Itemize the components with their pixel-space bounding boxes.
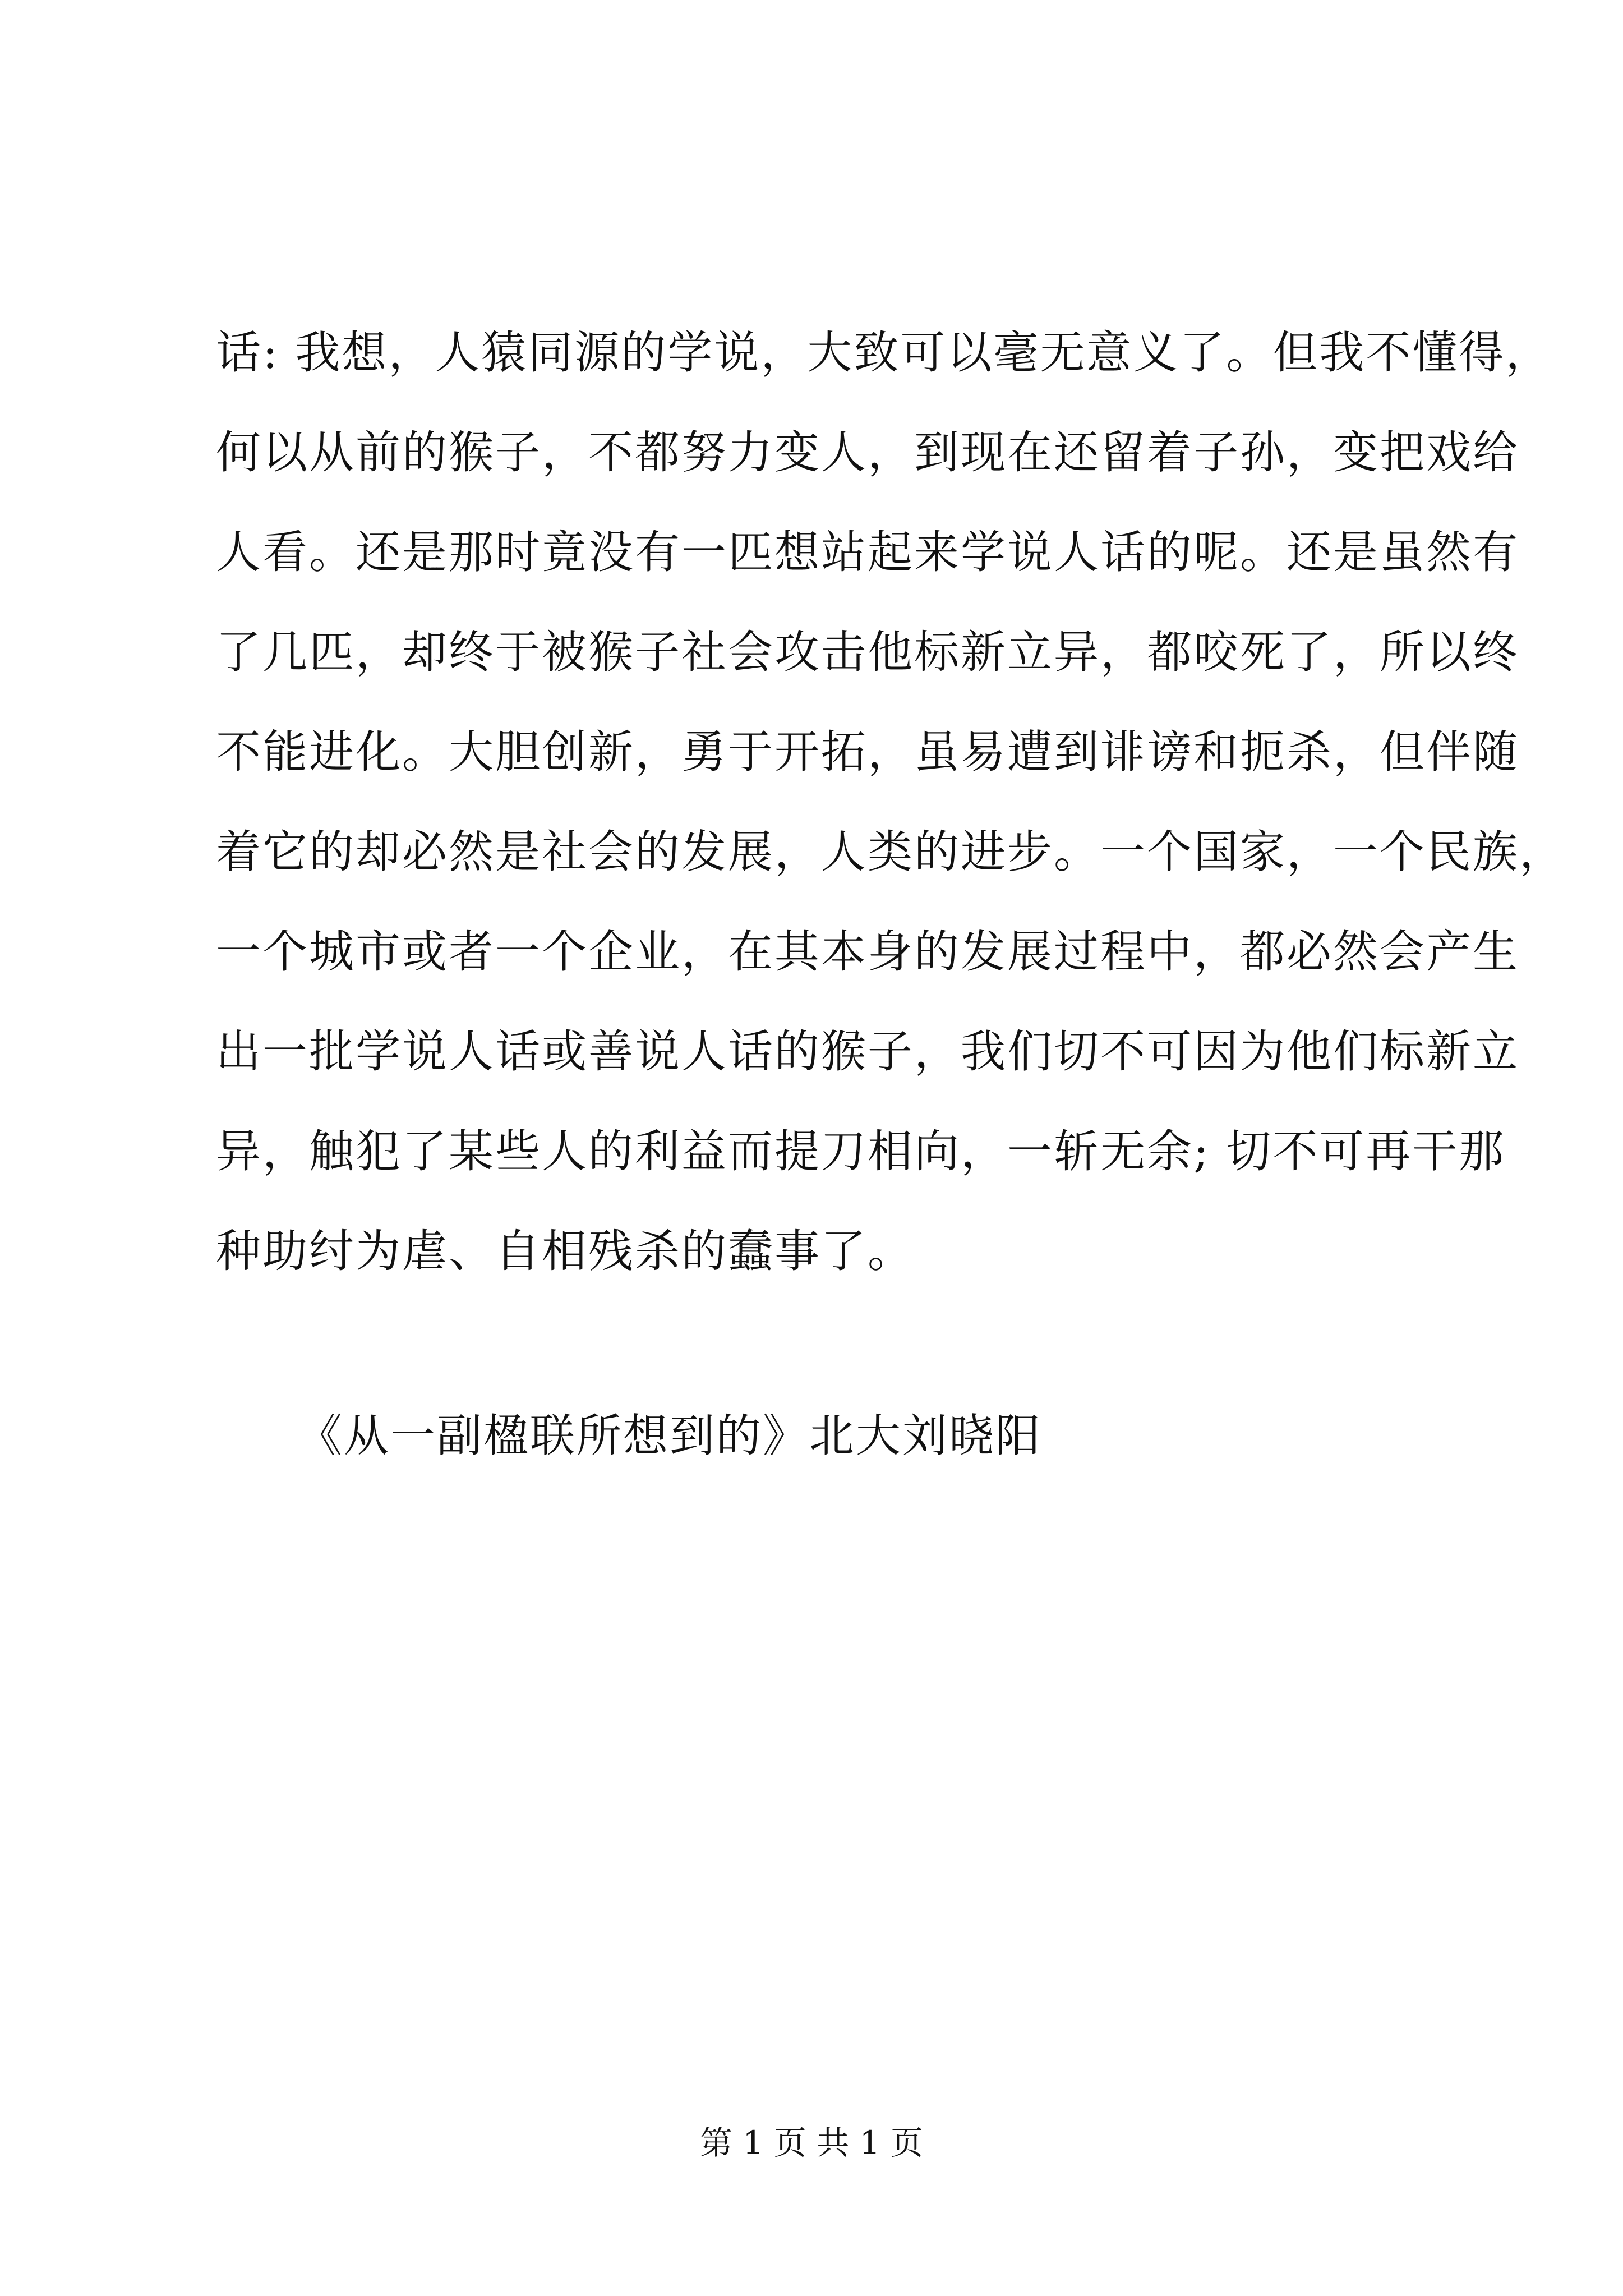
- text-line: 出一批学说人话或善说人话的猴子，我们切不可因为他们标新立: [216, 1025, 1519, 1078]
- text-line: 何以从前的猴子，不都努力变人，到现在还留着子孙，变把戏给: [216, 426, 1519, 478]
- text-line: 种助纣为虐、自相残杀的蠢事了。: [216, 1225, 914, 1277]
- text-line: 人看。还是那时竟没有一匹想站起来学说人话的呢。还是虽然有: [216, 526, 1519, 578]
- text-line: 着它的却必然是社会的发展，人类的进步。一个国家，一个民族，: [216, 826, 1566, 878]
- text-line: 话: 我想，人猿同源的学说，大致可以毫无意义了。但我不懂得，: [216, 326, 1552, 379]
- body-text: [216, 303, 1566, 1301]
- text-line: 了几匹，却终于被猴子社会攻击他标新立异，都咬死了，所以终: [216, 626, 1519, 678]
- attribution-line: 《从一副楹联所想到的》北大刘晓阳: [297, 1410, 1042, 1462]
- text-line: 一个城市或者一个企业，在其本身的发展过程中，都必然会产生: [216, 926, 1519, 978]
- text-line: 异，触犯了某些人的利益而提刀相向，一斩无余; 切不可再干那: [216, 1125, 1506, 1177]
- text-line: 不能进化。大胆创新，勇于开拓，虽易遭到诽谤和扼杀，但伴随: [216, 726, 1519, 778]
- page-number-footer: 第 1 页 共 1 页: [700, 2124, 923, 2162]
